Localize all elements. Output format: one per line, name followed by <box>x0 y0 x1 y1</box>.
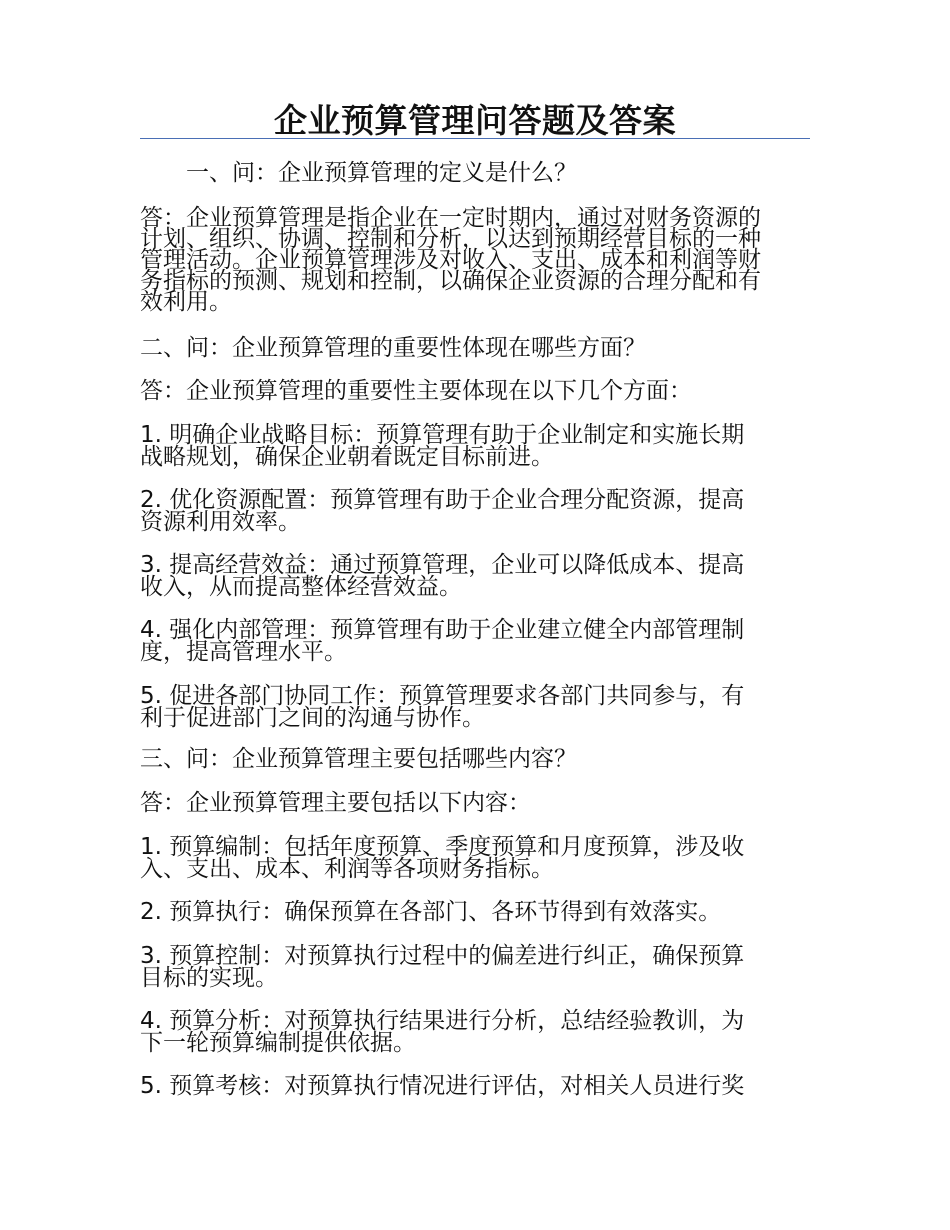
answer-2-item-3-line-2: 收入，从而提高整体经营效益。 <box>140 574 462 600</box>
answer-2-item-2-line-2: 资源利用效率。 <box>140 509 301 535</box>
answer-2-item-4-line-2: 度，提高管理水平。 <box>140 639 347 665</box>
answer-2-item-2-line-1: 2. 优化资源配置：预算管理有助于企业合理分配资源，提高 <box>140 487 745 513</box>
question-1: 一、问：企业预算管理的定义是什么？ <box>186 160 577 186</box>
answer-2-item-3-line-1: 3. 提高经营效益：通过预算管理，企业可以降低成本、提高 <box>140 552 745 578</box>
answer-1-line-3: 管理活动。企业预算管理涉及对收入、支出、成本和利润等财 <box>140 247 761 273</box>
question-2: 二、问：企业预算管理的重要性体现在哪些方面？ <box>140 335 646 361</box>
answer-1-line-4: 务指标的预测、规划和控制，以确保企业资源的合理分配和有 <box>140 268 761 294</box>
document-title: 企业预算管理问答题及答案 <box>274 101 676 140</box>
answer-3-intro: 答：企业预算管理主要包括以下内容： <box>140 790 531 816</box>
answer-3-item-1-line-1: 1. 预算编制：包括年度预算、季度预算和月度预算，涉及收 <box>140 834 745 860</box>
answer-3-item-4-line-1: 4. 预算分析：对预算执行结果进行分析，总结经验教训，为 <box>140 1008 745 1034</box>
answer-1-line-5: 效利用。 <box>140 289 232 315</box>
answer-2-item-5-line-1: 5. 促进各部门协同工作：预算管理要求各部门共同参与，有 <box>140 683 745 709</box>
answer-3-item-5-line-1: 5. 预算考核：对预算执行情况进行评估，对相关人员进行奖 <box>140 1073 745 1099</box>
answer-3-item-1-line-2: 入、支出、成本、利润等各项财务指标。 <box>140 856 554 882</box>
title-underline <box>140 138 810 139</box>
answer-2-intro: 答：企业预算管理的重要性主要体现在以下几个方面： <box>140 378 692 404</box>
answer-1-line-2: 计划、组织、协调、控制和分析，以达到预期经营目标的一种 <box>140 226 761 252</box>
answer-3-item-4-line-2: 下一轮预算编制提供依据。 <box>140 1030 416 1056</box>
answer-3-item-3-line-1: 3. 预算控制：对预算执行过程中的偏差进行纠正，确保预算 <box>140 943 745 969</box>
answer-2-item-4-line-1: 4. 强化内部管理：预算管理有助于企业建立健全内部管理制 <box>140 617 745 643</box>
answer-3-item-2-line-1: 2. 预算执行：确保预算在各部门、各环节得到有效落实。 <box>140 899 722 925</box>
question-3: 三、问：企业预算管理主要包括哪些内容？ <box>140 746 577 772</box>
answer-1-line-1: 答：企业预算管理是指企业在一定时期内，通过对财务资源的 <box>140 205 761 231</box>
answer-3-item-3-line-2: 目标的实现。 <box>140 965 278 991</box>
answer-2-item-1-line-1: 1. 明确企业战略目标：预算管理有助于企业制定和实施长期 <box>140 422 745 448</box>
answer-2-item-1-line-2: 战略规划，确保企业朝着既定目标前进。 <box>140 444 554 470</box>
answer-2-item-5-line-2: 利于促进部门之间的沟通与协作。 <box>140 705 485 731</box>
